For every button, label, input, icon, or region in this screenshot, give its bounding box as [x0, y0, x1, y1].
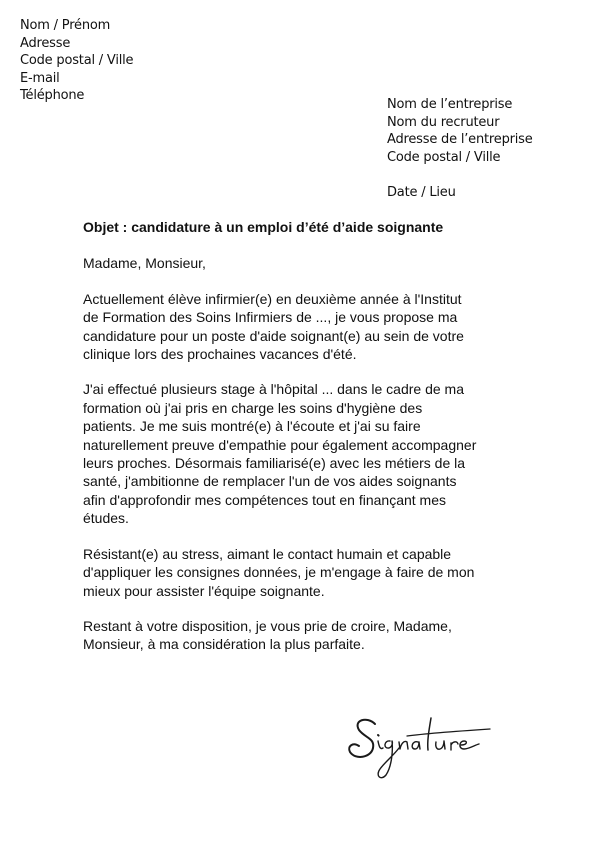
recipient-block	[387, 96, 533, 202]
paragraph-qualities	[83, 545, 503, 600]
signature-stroke	[378, 741, 399, 778]
sender-postal-city: Code postal / Ville	[20, 53, 134, 69]
paragraph-line: de Formation des Soins Infirmiers de ..., je vous propose ma	[83, 309, 458, 326]
paragraph-line: formation où j'ai pris en charge les soins d'hygiène des	[83, 399, 423, 416]
paragraph-line: clinique lors des prochaines vacances d'été.	[83, 346, 357, 363]
signature-stroke	[349, 720, 375, 757]
paragraph-closing	[83, 617, 503, 654]
sender-phone: Téléphone	[20, 88, 85, 104]
recipient-address: Adresse de l’entreprise	[387, 132, 533, 148]
date-place: Date / Lieu	[387, 185, 456, 201]
sender-name: Nom / Prénom	[20, 18, 111, 33]
paragraph-line: santé, j'ambitionne de remplacer l'un de vos aides soignants	[83, 473, 457, 490]
paragraph-line: naturellement preuve d'empathie pour également accompagner	[83, 436, 477, 453]
paragraph-line: J'ai effectué plusieurs stage à l'hôpital ... dans le cadre de ma	[83, 381, 464, 398]
recipient-company: Nom de l’entreprise	[387, 97, 513, 112]
signature	[345, 708, 495, 788]
paragraph-line: études.	[83, 510, 129, 527]
paragraph-line: patients. Je me suis montré(e) à l'écoute et j'ai su faire	[83, 418, 421, 435]
paragraph-line: Monsieur, à ma considération la plus parfaite.	[83, 636, 365, 653]
recipient-recruiter: Nom du recruteur	[387, 114, 500, 130]
signature-stroke	[399, 741, 408, 749]
sender-block	[20, 17, 133, 105]
paragraph-experience	[83, 380, 503, 527]
paragraph-line: d'appliquer les consignes données, je m'engage à faire de mon	[83, 564, 475, 581]
paragraph-line: afin d'approfondir mes compétences tout en finançant mes	[83, 491, 446, 508]
signature-stroke	[412, 742, 420, 749]
paragraph-line: leurs proches. Désormais familiarisé(e) avec les métiers de la	[83, 455, 466, 472]
paragraph-line: candidature pour un poste d'aide soignant(e) au sein de votre	[83, 327, 464, 344]
paragraph-line: Restant à votre disposition, je vous prie de croire, Madame,	[83, 617, 452, 634]
signature-stroke	[460, 741, 479, 749]
signature-stroke	[378, 735, 379, 736]
salutation: Madame, Monsieur,	[83, 255, 206, 272]
subject-line: Objet : candidature à un emploi d’été d’aide soignante	[83, 219, 444, 235]
paragraph-introduction	[83, 290, 503, 364]
letter-body	[83, 218, 503, 671]
signature-stroke	[451, 742, 458, 750]
paragraph-line: Résistant(e) au stress, aimant le contact humain et capable	[83, 545, 452, 562]
sender-email: E-mail	[20, 70, 60, 86]
signature-stroke	[407, 729, 490, 736]
recipient-postal-city: Code postal / Ville	[387, 149, 501, 165]
sender-address: Adresse	[20, 35, 71, 51]
paragraph-line: mieux pour assister l'équipe soignante.	[83, 582, 325, 599]
signature-stroke	[436, 741, 445, 749]
paragraph-line: Actuellement élève infirmier(e) en deuxième année à l'Institut	[83, 290, 462, 307]
signature-stroke	[378, 741, 383, 749]
